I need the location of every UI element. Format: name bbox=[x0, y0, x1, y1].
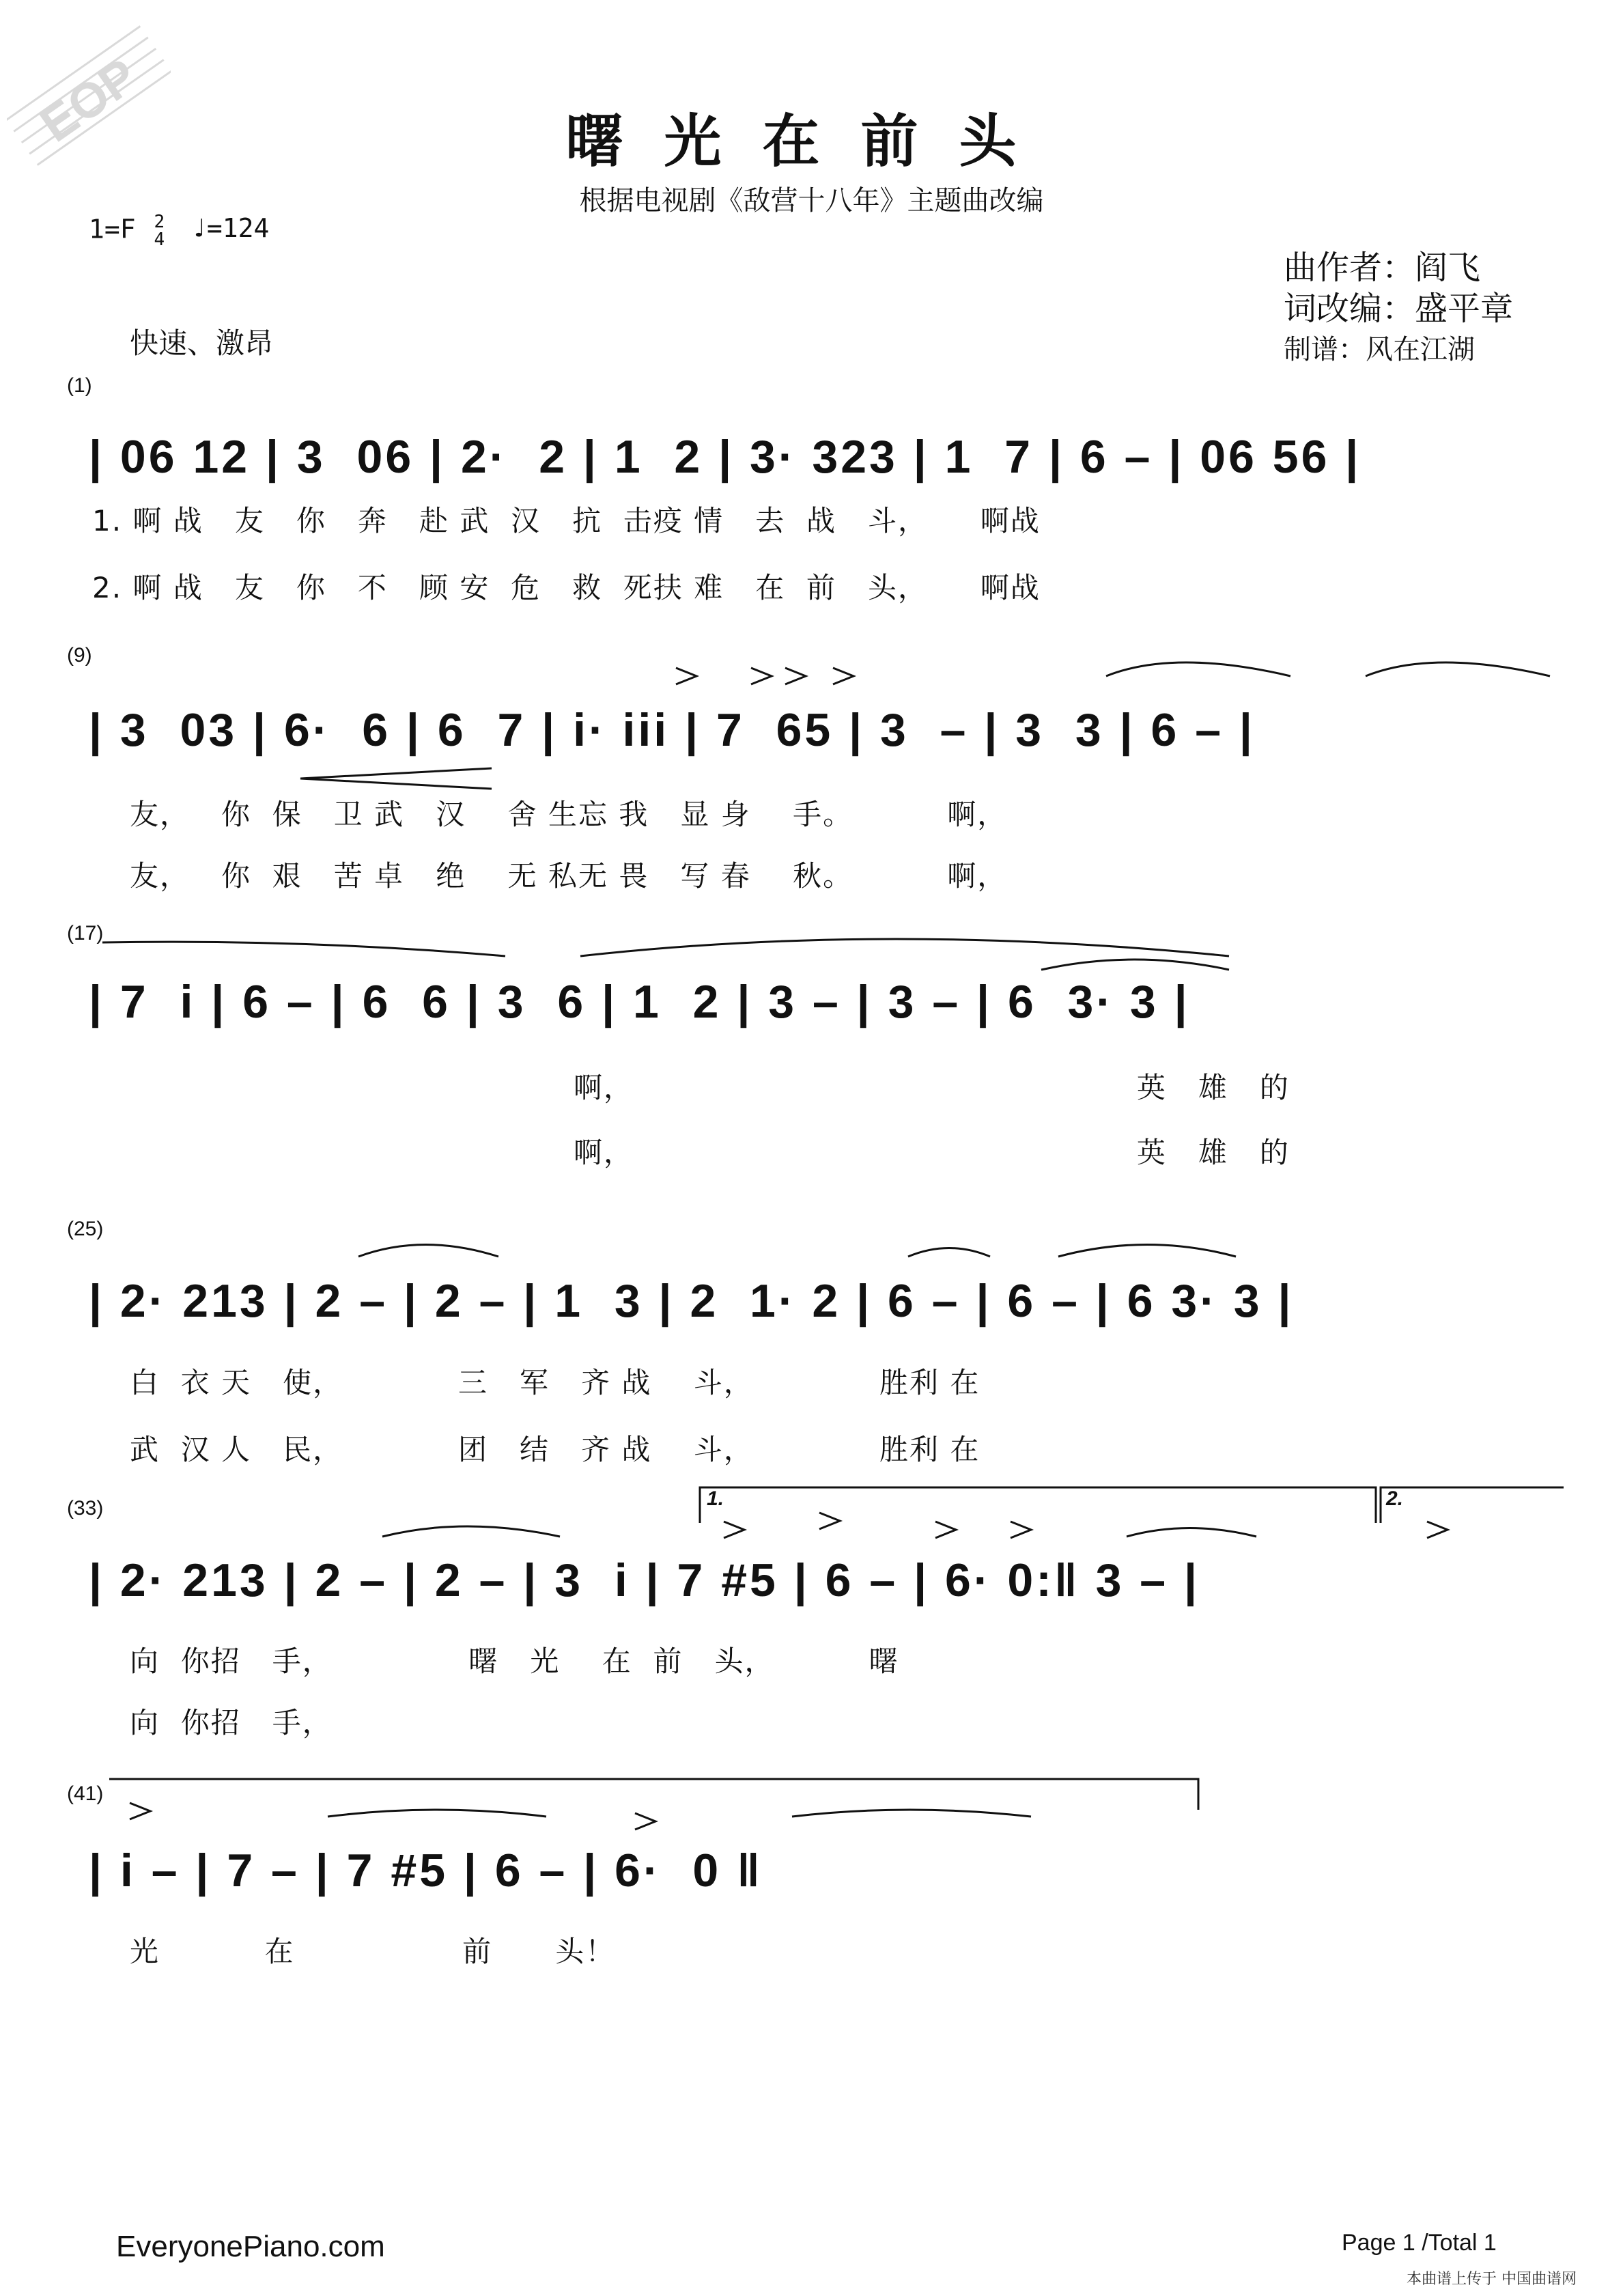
measure-number: (33) bbox=[67, 1497, 104, 1520]
measure-number: (17) bbox=[67, 922, 104, 944]
accent-mark bbox=[833, 668, 853, 684]
volta-2: 2. bbox=[1386, 1487, 1404, 1510]
tie-mark bbox=[328, 1810, 546, 1817]
notation-line: | i – | 7 – | 7 #5 | 6 – | 6· 0 ‖ bbox=[89, 1845, 763, 1896]
accent-mark bbox=[130, 1803, 150, 1819]
accent-mark bbox=[935, 1522, 956, 1538]
volta-bracket-1 bbox=[700, 1487, 1376, 1523]
notation-line: | 2· 213 | 2 – | 2 – | 1 3 | 2 1· 2 | 6 – | 6 – | 6 3· 3 | bbox=[89, 1275, 1294, 1327]
notation-line: | 06 12 | 3 06 | 2· 2 | 1 2 | 3· 323 | 1 7 | 6 – | 06 56 | bbox=[89, 431, 1361, 483]
tie-mark bbox=[382, 1526, 560, 1537]
engraver-credit: 制谱：风在江湖 bbox=[1284, 334, 1475, 365]
tie-mark bbox=[1366, 662, 1550, 676]
footer-site-link[interactable]: EveryonePiano.com bbox=[116, 2230, 385, 2263]
accent-mark bbox=[1427, 1522, 1448, 1538]
tie-mark bbox=[792, 1810, 1031, 1817]
accent-mark bbox=[751, 668, 772, 684]
phrase-bracket bbox=[109, 1779, 1198, 1810]
tie-mark bbox=[102, 942, 505, 956]
lyrics-verse-1: 光 在 前 头！ bbox=[130, 1935, 616, 1968]
volta-bracket-2 bbox=[1381, 1487, 1564, 1523]
time-bottom: 4 bbox=[154, 229, 165, 250]
notation-line: | 3 03 | 6· 6 | 6 7 | i· iii | 7 65 | 3 – | 3 3 | 6 – | bbox=[89, 704, 1255, 756]
lyrics-verse-2: 2. 啊 战 友 你 不 顾 安 危 救 死扶 难 在 前 头， 啊战 bbox=[92, 571, 1041, 604]
expression-marking: 快速、激昂 bbox=[130, 326, 274, 360]
accent-mark bbox=[635, 1813, 655, 1830]
volta-1: 1. bbox=[707, 1487, 724, 1510]
lyrics-verse-2: 啊， 英 雄 的 bbox=[574, 1136, 1290, 1169]
page-indicator: Page 1 /Total 1 bbox=[1342, 2230, 1497, 2256]
lyrics-verse-2: 向 你招 手， bbox=[130, 1706, 333, 1739]
lyrics-verse-1: 1. 啊 战 友 你 奔 赴 武 汉 抗 击疫 情 去 战 斗， 啊战 bbox=[92, 504, 1041, 537]
lyricist-credit: 词改编：盛平章 bbox=[1284, 290, 1514, 328]
tempo-marking: ♩=124 bbox=[191, 213, 270, 243]
measure-number: (9) bbox=[67, 644, 92, 667]
measure-number: (41) bbox=[67, 1782, 104, 1805]
logo-text: EOP bbox=[30, 48, 147, 153]
composer-credit: 曲作者：阎飞 bbox=[1284, 249, 1481, 287]
tie-mark bbox=[580, 939, 1229, 956]
key-label: 1=F bbox=[89, 214, 136, 244]
accent-mark bbox=[676, 668, 696, 684]
accent-mark bbox=[785, 668, 806, 684]
upload-credit: 本曲谱上传于 中国曲谱网 bbox=[1407, 2271, 1577, 2288]
tie-mark bbox=[1127, 1528, 1256, 1537]
crescendo-hairpin bbox=[300, 768, 492, 789]
lyrics-verse-1: 白 衣 天 使， 三 军 齐 战 斗， 胜利 在 bbox=[130, 1366, 980, 1399]
tie-mark bbox=[358, 1245, 498, 1257]
tie-mark bbox=[908, 1248, 990, 1257]
notation-line: | 7 i | 6 – | 6 6 | 3 6 | 1 2 | 3 – | 3 – | 6 3· 3 | bbox=[89, 976, 1190, 1028]
lyrics-verse-2: 友， 你 艰 苦 卓 绝 无 私无 畏 写 春 秋。 啊， bbox=[130, 859, 1008, 893]
lyrics-verse-1: 向 你招 手， 曙 光 在 前 头， 曙 bbox=[130, 1644, 899, 1678]
notation-line: | 2· 213 | 2 – | 2 – | 3 i | 7 #5 | 6 – | 6· 0:‖ 3 – | bbox=[89, 1554, 1200, 1606]
accent-mark bbox=[819, 1513, 840, 1529]
accent-mark bbox=[724, 1522, 744, 1538]
tie-mark bbox=[1041, 960, 1229, 970]
measure-number: (25) bbox=[67, 1218, 104, 1240]
tie-mark bbox=[1058, 1245, 1236, 1257]
lyrics-verse-1: 啊， 英 雄 的 bbox=[574, 1071, 1290, 1104]
lyrics-verse-2: 武 汉 人 民， 团 结 齐 战 斗， 胜利 在 bbox=[130, 1433, 980, 1466]
score-subtitle: 根据电视剧《敌营十八年》主题曲改编 bbox=[579, 185, 1044, 216]
time-top: 2 bbox=[154, 212, 165, 232]
score-title: 曙光在前头 bbox=[565, 107, 1058, 175]
accent-mark bbox=[1011, 1522, 1031, 1538]
lyrics-verse-1: 友， 你 保 卫 武 汉 舍 生忘 我 显 身 手。 啊， bbox=[130, 798, 1008, 831]
tie-mark bbox=[1106, 662, 1290, 676]
measure-number: (1) bbox=[67, 374, 92, 397]
